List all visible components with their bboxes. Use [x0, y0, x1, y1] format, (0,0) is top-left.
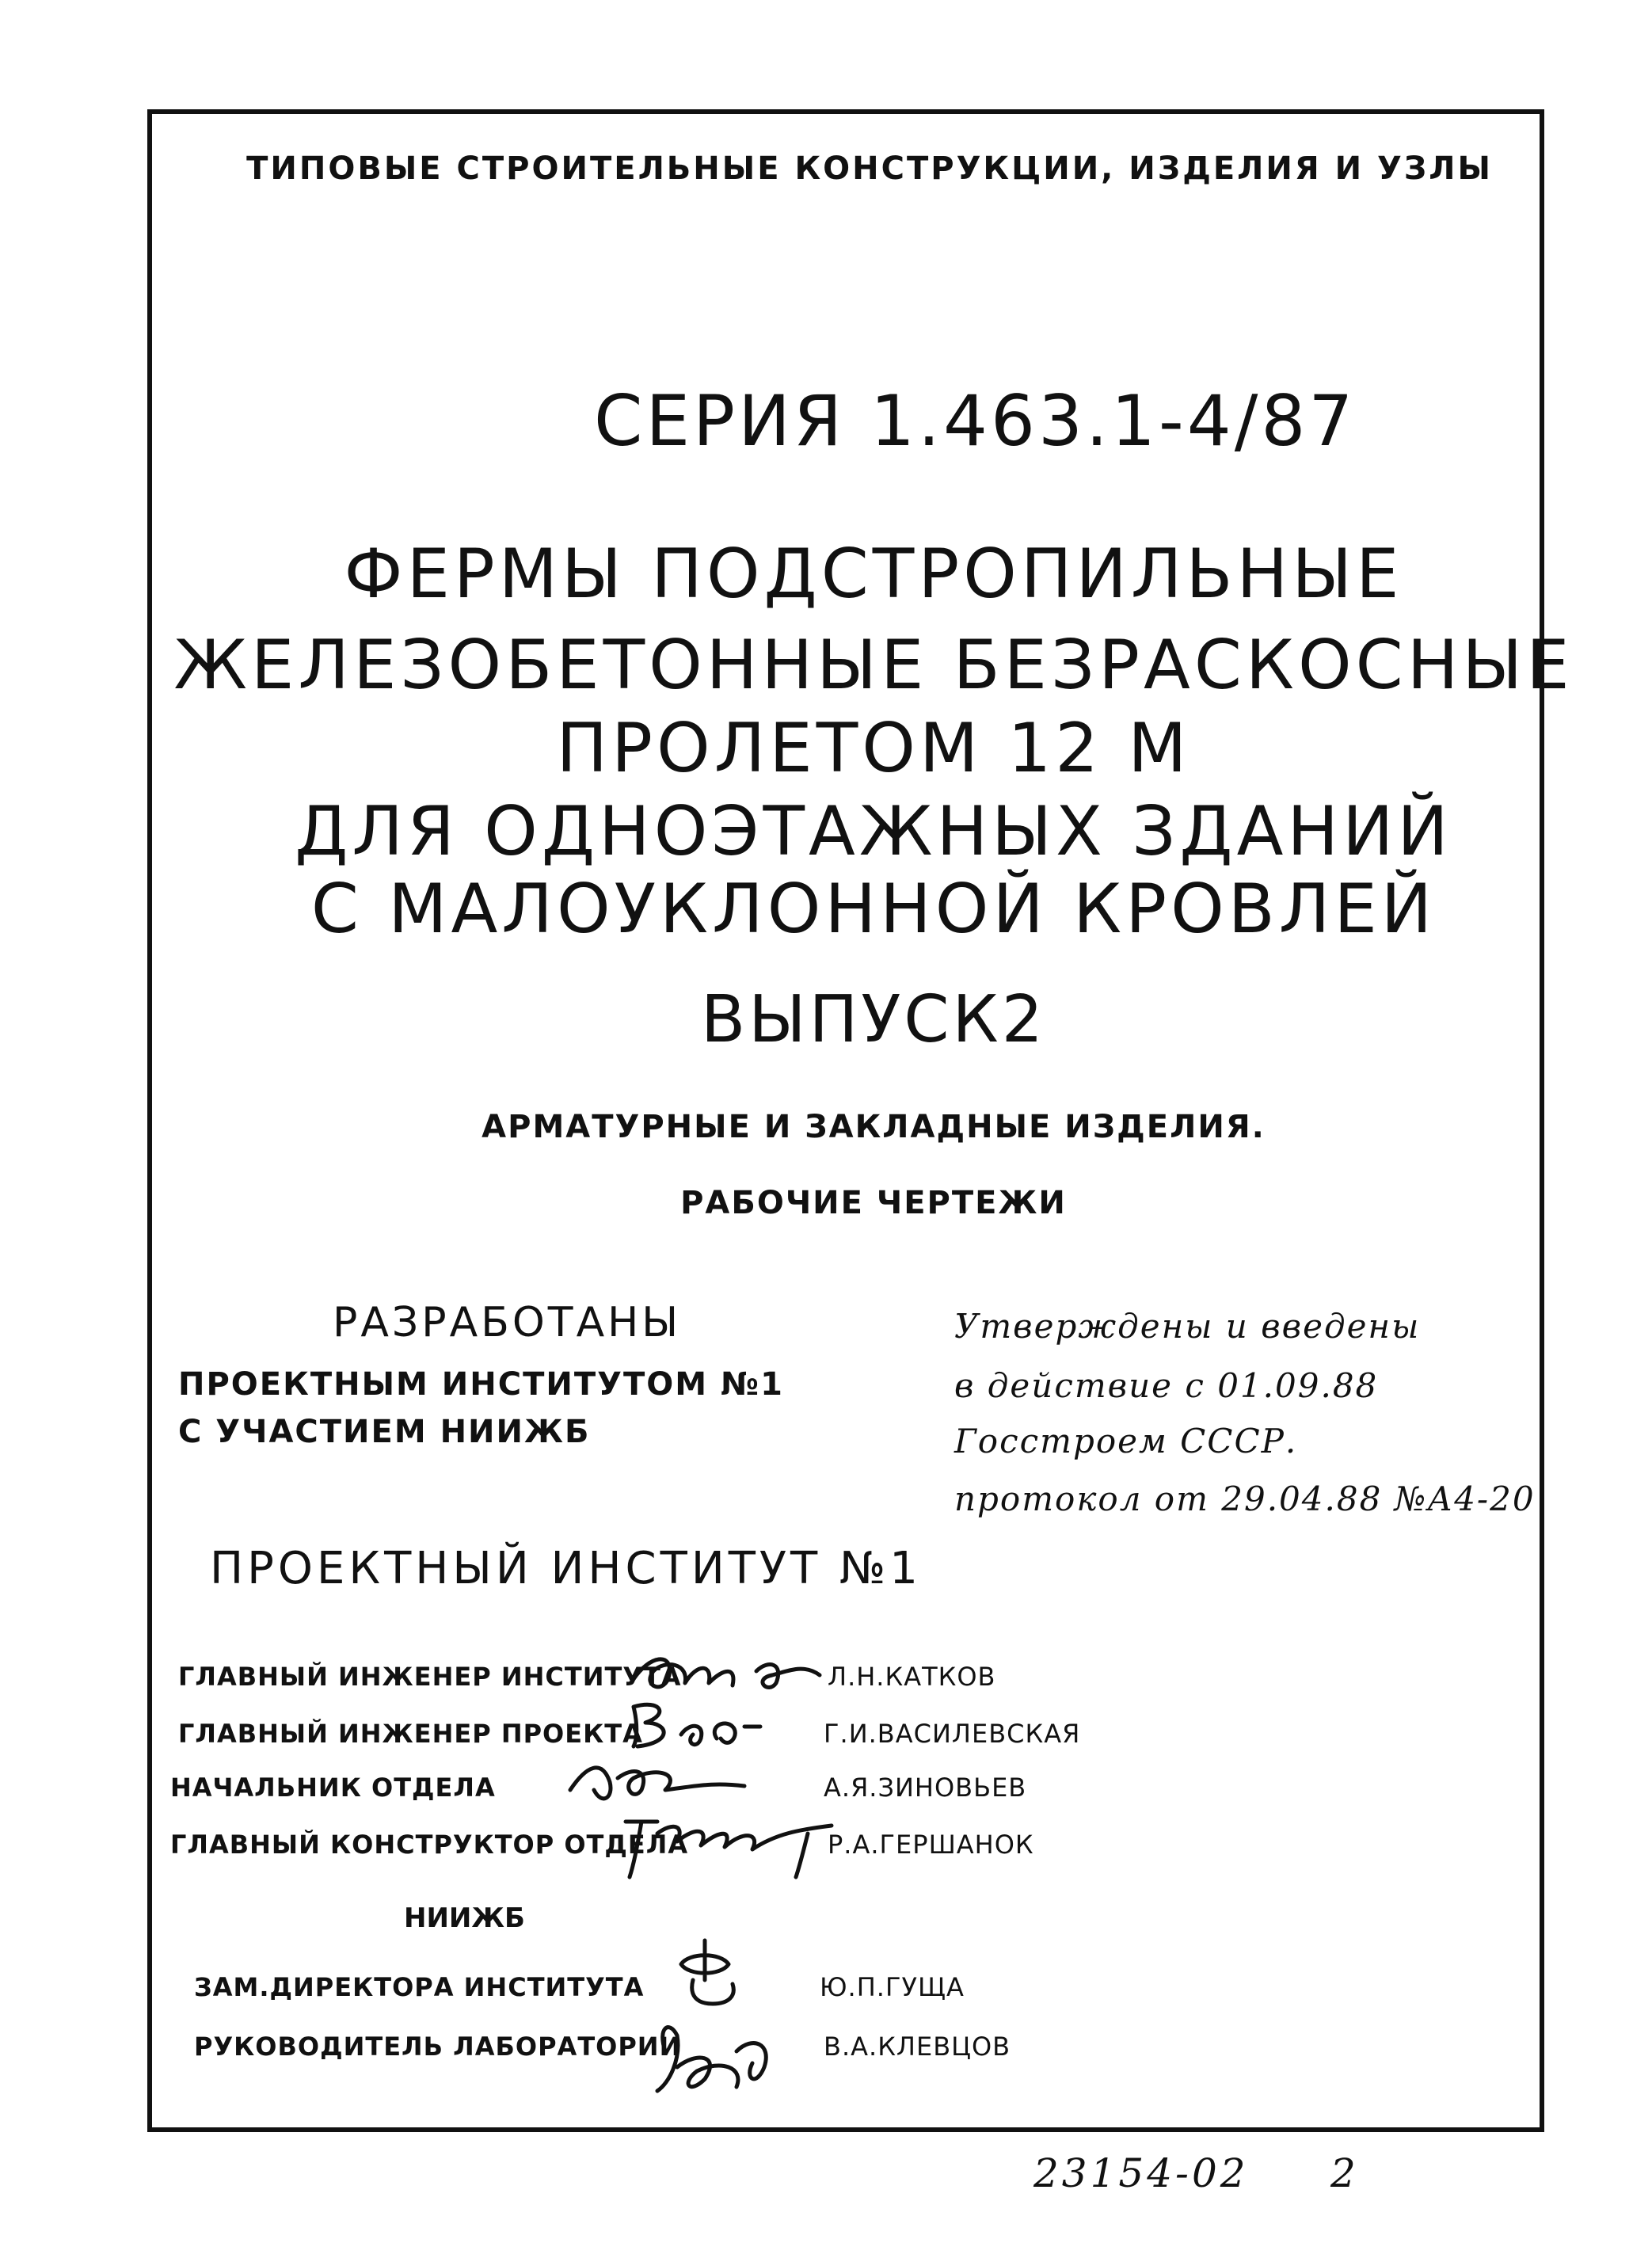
niizhb-heading: НИИЖБ — [404, 1902, 525, 1934]
title-line-4: ДЛЯ ОДНОЭТАЖНЫХ ЗДАНИЙ — [295, 792, 1452, 871]
niizhb-name-2: В.А.КЛЕВЦОВ — [824, 2032, 1011, 2062]
document-code: 23154-02 — [1033, 2150, 1249, 2196]
title-line-5: С МАЛОУКЛОННОЙ КРОВЛЕЙ — [310, 870, 1437, 949]
title-line-2: ЖЕЛЕЗОБЕТОННЫЕ БЕЗРАСКОСНЫЕ — [173, 626, 1574, 705]
subtitle-2: РАБОЧИЕ ЧЕРТЕЖИ — [680, 1185, 1067, 1221]
approval-line-3: Госстроем СССР. — [954, 1422, 1298, 1460]
page-number: 2 — [1330, 2150, 1359, 2196]
developed-heading: РАЗРАБОТАНЫ — [333, 1299, 682, 1346]
signatory-name-1: Л.Н.КАТКОВ — [828, 1662, 996, 1692]
signatory-role-3: НАЧАЛЬНИК ОТДЕЛА — [170, 1773, 496, 1803]
title-line-3: ПРОЛЕТОМ 12 М — [556, 709, 1191, 788]
signatory-name-3: А.Я.ЗИНОВЬЕВ — [824, 1773, 1027, 1803]
signatory-role-4: ГЛАВНЫЙ КОНСТРУКТОР ОТДЕЛА — [170, 1830, 689, 1860]
signature-gushcha — [634, 1933, 792, 2115]
issue-number: ВЫПУСК2 — [701, 982, 1046, 1057]
approval-line-2: в действие с 01.09.88 — [954, 1366, 1379, 1405]
series-number: СЕРИЯ 1.463.1-4/87 — [594, 380, 1357, 462]
niizhb-name-1: Ю.П.ГУЩА — [820, 1972, 965, 2002]
signatory-name-2: Г.И.ВАСИЛЕВСКАЯ — [824, 1719, 1081, 1749]
approval-line-4: протокол от 29.04.88 №А4-20 — [954, 1479, 1536, 1518]
signatory-role-2: ГЛАВНЫЙ ИНЖЕНЕР ПРОЕКТА — [178, 1719, 643, 1749]
signatory-name-4: Р.А.ГЕРШАНОК — [828, 1830, 1034, 1860]
developed-line-2: С УЧАСТИЕМ НИИЖБ — [178, 1414, 591, 1450]
niizhb-role-1: ЗАМ.ДИРЕКТОРА ИНСТИТУТА — [194, 1972, 645, 2002]
signatory-role-1: ГЛАВНЫЙ ИНЖЕНЕР ИНСТИТУТА — [178, 1662, 682, 1692]
series-header: ТИПОВЫЕ СТРОИТЕЛЬНЫЕ КОНСТРУКЦИИ, ИЗДЕЛИЯ И УЗЛЫ — [246, 150, 1493, 187]
institute-heading: ПРОЕКТНЫЙ ИНСТИТУТ №1 — [210, 1543, 922, 1594]
title-line-1: ФЕРМЫ ПОДСТРОПИЛЬНЫЕ — [344, 535, 1403, 614]
subtitle: АРМАТУРНЫЕ И ЗАКЛАДНЫЕ ИЗДЕЛИЯ. — [482, 1109, 1266, 1145]
signature-gershanok — [610, 1798, 847, 1885]
niizhb-role-2: РУКОВОДИТЕЛЬ ЛАБОРАТОРИИ — [194, 2032, 682, 2062]
developed-line-1: ПРОЕКТНЫМ ИНСТИТУТОМ №1 — [178, 1366, 784, 1403]
approval-line-1: Утверждены и введены — [954, 1307, 1421, 1346]
